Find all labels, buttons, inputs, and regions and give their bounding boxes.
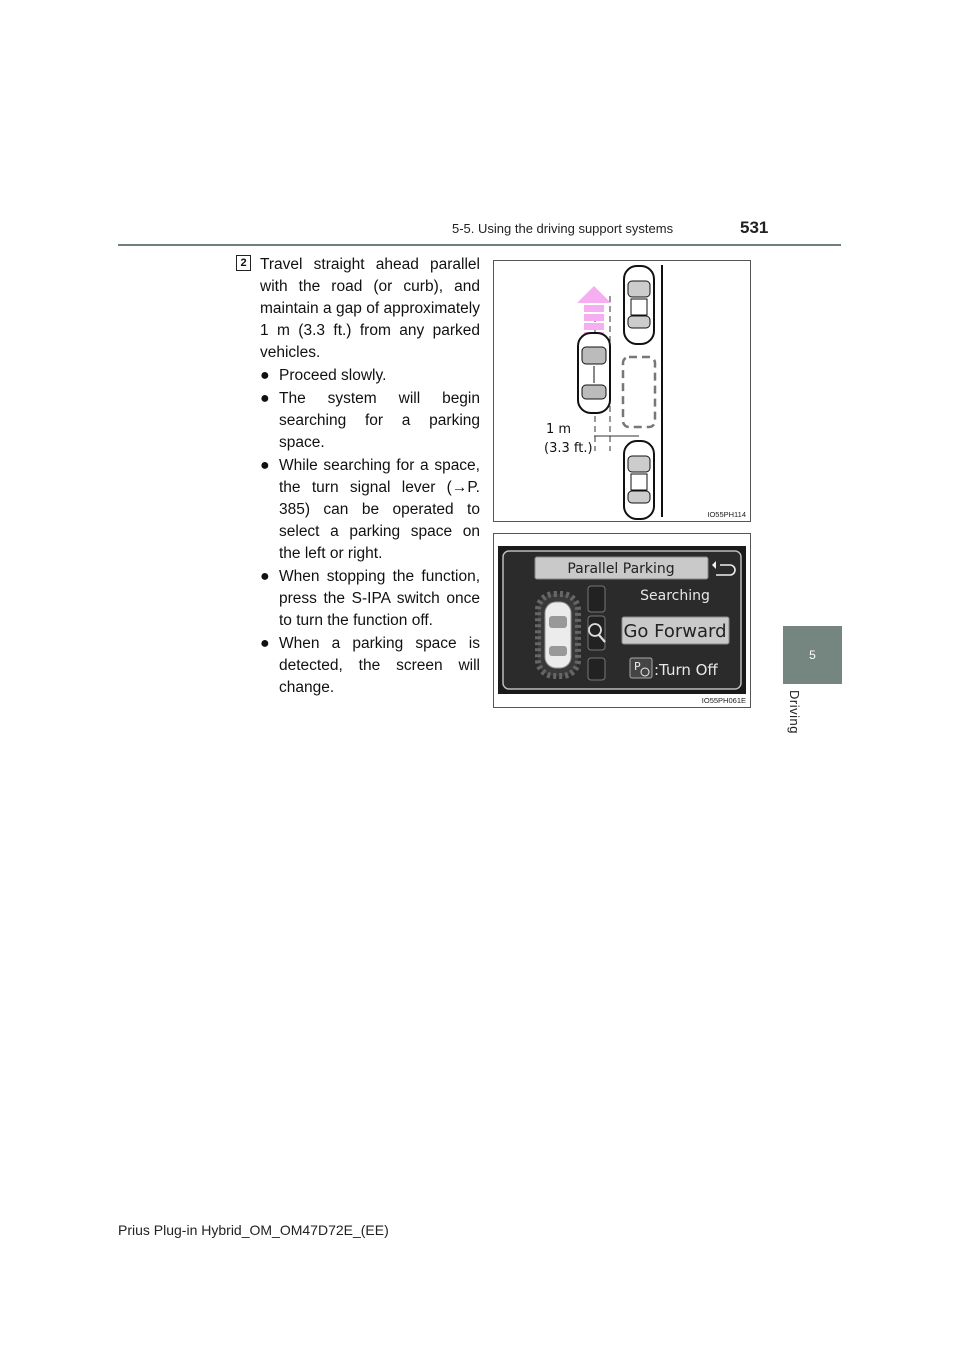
list-item: ● When stopping the function, press the S-IPA switch once to turn the function off. — [260, 568, 480, 629]
bullet-icon: ● — [260, 635, 270, 652]
instruction-text: Go Forward — [623, 621, 727, 642]
step-number-badge: 2 — [236, 255, 251, 271]
footer-document-id: Prius Plug-in Hybrid_OM_OM47D72E_(EE) — [118, 1222, 389, 1238]
lane-slot — [588, 586, 605, 612]
list-item: ● The system will begin searching for a parking space. — [260, 390, 480, 451]
bullet-icon: ● — [260, 457, 270, 474]
bullet-icon: ● — [260, 568, 270, 585]
page-number: 531 — [740, 218, 769, 237]
parking-display-figure — [493, 533, 751, 708]
status-text: Searching — [640, 588, 710, 604]
step-intro: Travel straight ahead parallel with the road (or curb), and maintain a gap of approximately 1 m (3.3 ft.) from any parked vehicles. — [260, 256, 480, 361]
gap-label-imperial: (3.3 ft.) — [544, 441, 593, 456]
list-item: ● While searching for a space, the turn signal lever (→P. 385) can be operated to select a parking space on the left or right. — [260, 457, 480, 562]
parked-car-front — [624, 266, 654, 344]
bullet-icon: ● — [260, 390, 270, 407]
list-item: ● When a parking space is detected, the screen will change. — [260, 635, 480, 696]
step-body — [260, 254, 480, 699]
lane-slot — [588, 658, 605, 680]
switch-symbol: P — [634, 660, 641, 673]
moving-car — [578, 333, 610, 413]
chapter-tab — [783, 626, 842, 684]
chapter-number: 5 — [809, 648, 816, 662]
figure-code: IO55PH114 — [707, 510, 746, 519]
header-rule — [118, 244, 841, 246]
bullet-icon: ● — [260, 367, 270, 384]
parking-diagram-svg — [494, 261, 750, 521]
bullet-list — [260, 365, 480, 699]
gap-label-metric: 1 m — [546, 422, 572, 437]
list-item: ● Proceed slowly. — [260, 365, 480, 387]
parking-display-svg — [494, 534, 750, 707]
parking-gap-diagram — [493, 260, 751, 522]
figure-code: IO55PH061E — [701, 696, 746, 705]
screen-title: Parallel Parking — [567, 561, 675, 577]
parked-car-rear — [624, 441, 654, 519]
section-title: 5-5. Using the driving support systems — [452, 221, 674, 236]
turn-off-label: :Turn Off — [654, 661, 718, 679]
empty-parking-space — [623, 357, 655, 427]
forward-arrow-icon — [577, 286, 611, 337]
chapter-title: Driving — [787, 690, 802, 734]
sensor-car-graphic — [538, 594, 578, 676]
